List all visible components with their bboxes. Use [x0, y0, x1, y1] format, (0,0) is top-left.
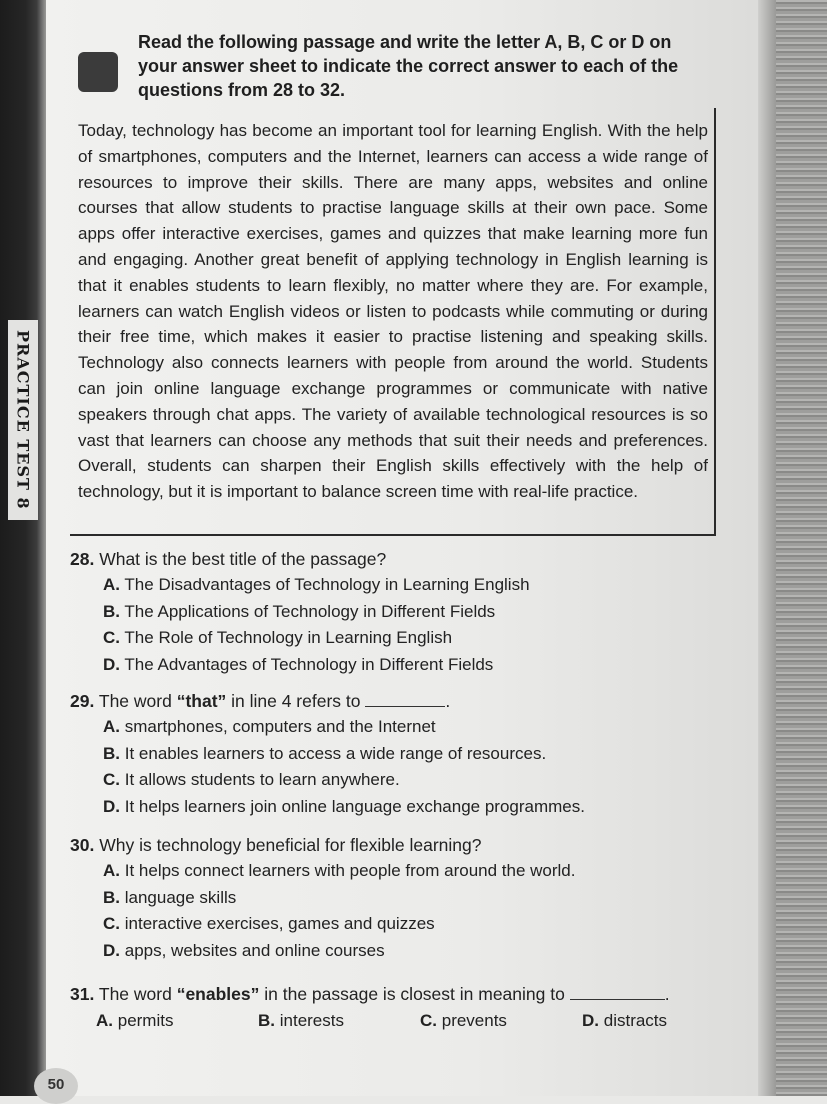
option-c[interactable]	[103, 911, 750, 938]
instruction-text: Read the following passage and write the letter A, B, C or D on your answer sheet to indicate the correct answer to each of the questions from 28 to 32.	[138, 32, 679, 100]
instruction-marker-icon	[78, 52, 118, 92]
question-28	[70, 546, 750, 678]
option-a[interactable]	[103, 572, 750, 599]
option-d[interactable]	[103, 652, 750, 679]
question-keyword: “enables”	[176, 984, 260, 1004]
option-letter: B.	[103, 601, 120, 621]
option-letter: C.	[420, 1011, 437, 1030]
option-text: The Advantages of Technology in Different Fields	[124, 654, 494, 674]
option-letter: B.	[258, 1011, 275, 1030]
option-letter: D.	[103, 654, 120, 674]
option-b[interactable]	[103, 599, 750, 626]
option-c[interactable]	[420, 1007, 582, 1035]
question-text: What is the best title of the passage?	[99, 549, 387, 569]
option-text: permits	[117, 1011, 174, 1030]
option-text: The Applications of Technology in Different Fields	[124, 601, 496, 621]
option-letter: C.	[103, 914, 120, 933]
option-text: smartphones, computers and the Internet	[124, 717, 436, 736]
page-stack-edge	[758, 0, 827, 1096]
question-number: 30.	[70, 835, 95, 855]
option-letter: D.	[582, 1011, 599, 1030]
option-text: The Role of Technology in Learning English	[124, 628, 453, 647]
stem-period: .	[445, 691, 451, 711]
option-d[interactable]	[582, 1007, 744, 1035]
option-c[interactable]	[103, 767, 750, 794]
stem-period: .	[664, 984, 670, 1004]
question-number: 29.	[70, 691, 95, 711]
question-text: Why is technology beneficial for flexible learning?	[99, 835, 482, 855]
question-keyword: “that”	[176, 691, 227, 711]
option-letter: B.	[103, 743, 120, 763]
question-text-post: in line 4 refers to	[226, 691, 361, 711]
answer-blank[interactable]	[365, 692, 445, 707]
option-b[interactable]	[103, 741, 750, 768]
question-stem	[70, 688, 750, 714]
page-number: 50	[34, 1068, 78, 1104]
answer-blank[interactable]	[570, 985, 665, 1000]
question-stem	[70, 832, 750, 858]
option-letter: D.	[103, 940, 120, 960]
option-text: language skills	[124, 887, 237, 907]
options-row	[96, 1007, 750, 1035]
option-text: It helps learners join online language exchange programmes.	[124, 796, 585, 816]
question-number: 31.	[70, 984, 95, 1004]
option-b[interactable]	[103, 885, 750, 912]
option-letter: C.	[103, 628, 120, 647]
question-29	[70, 688, 750, 820]
option-a[interactable]	[103, 858, 750, 885]
reading-passage: Today, technology has become an important tool for learning English. With the help of smartphones, computers and the Internet, learners can access a wide range of resources to improve their skills. There are many apps, websites and online courses that allow students to practise language skills at their own pace. Some apps offer interactive exercises, games and quizzes that make learning more fun and engaging. Another great benefit of applying technology in English learning is that it enables students to learn flexibly, no matter where they are. For example, learners can watch English videos or listen to podcasts while commuting or during their free time, which makes it easier to practise listening and speaking skills. Technology also connects learners with people from around the world. Students can join online language exchange programmes or communicate with native speakers through chat apps. The variety of available technological resources is so vast that learners can choose any methods that suit their needs and preferences. Overall, students can sharpen their English skills effectively with the help of technology, but it is important to balance screen time with real-life practice.	[78, 121, 708, 502]
question-text-pre: The word	[98, 984, 177, 1004]
question-text-pre: The word	[98, 691, 177, 711]
option-c[interactable]	[103, 625, 750, 652]
question-31	[70, 981, 750, 1035]
option-text: apps, websites and online courses	[124, 940, 385, 960]
option-text: interests	[279, 1011, 344, 1030]
option-letter: A.	[103, 575, 120, 594]
option-letter: B.	[103, 887, 120, 907]
option-a[interactable]	[96, 1007, 258, 1035]
option-text: It enables learners to access a wide range of resources.	[124, 743, 547, 763]
question-stem	[70, 546, 750, 572]
question-30	[70, 832, 750, 964]
option-letter: A.	[103, 861, 120, 880]
option-a[interactable]	[103, 714, 750, 741]
option-d[interactable]	[103, 794, 750, 821]
option-text: prevents	[441, 1011, 507, 1030]
question-text-post: in the passage is closest in meaning to	[259, 984, 565, 1004]
option-text: It helps connect learners with people from around the world.	[124, 861, 576, 880]
option-text: The Disadvantages of Technology in Learning English	[124, 575, 530, 594]
book-binding-shadow	[0, 0, 46, 1096]
option-letter: A.	[103, 717, 120, 736]
option-text: interactive exercises, games and quizzes	[124, 914, 435, 933]
option-b[interactable]	[258, 1007, 420, 1035]
section-tab-label: PRACTICE TEST 8	[8, 320, 38, 520]
question-number: 28.	[70, 549, 95, 569]
option-letter: A.	[96, 1011, 113, 1030]
option-letter: C.	[103, 770, 120, 789]
question-stem	[70, 981, 750, 1007]
option-d[interactable]	[103, 938, 750, 965]
option-text: It allows students to learn anywhere.	[124, 770, 400, 789]
option-letter: D.	[103, 796, 120, 816]
option-text: distracts	[603, 1011, 668, 1030]
